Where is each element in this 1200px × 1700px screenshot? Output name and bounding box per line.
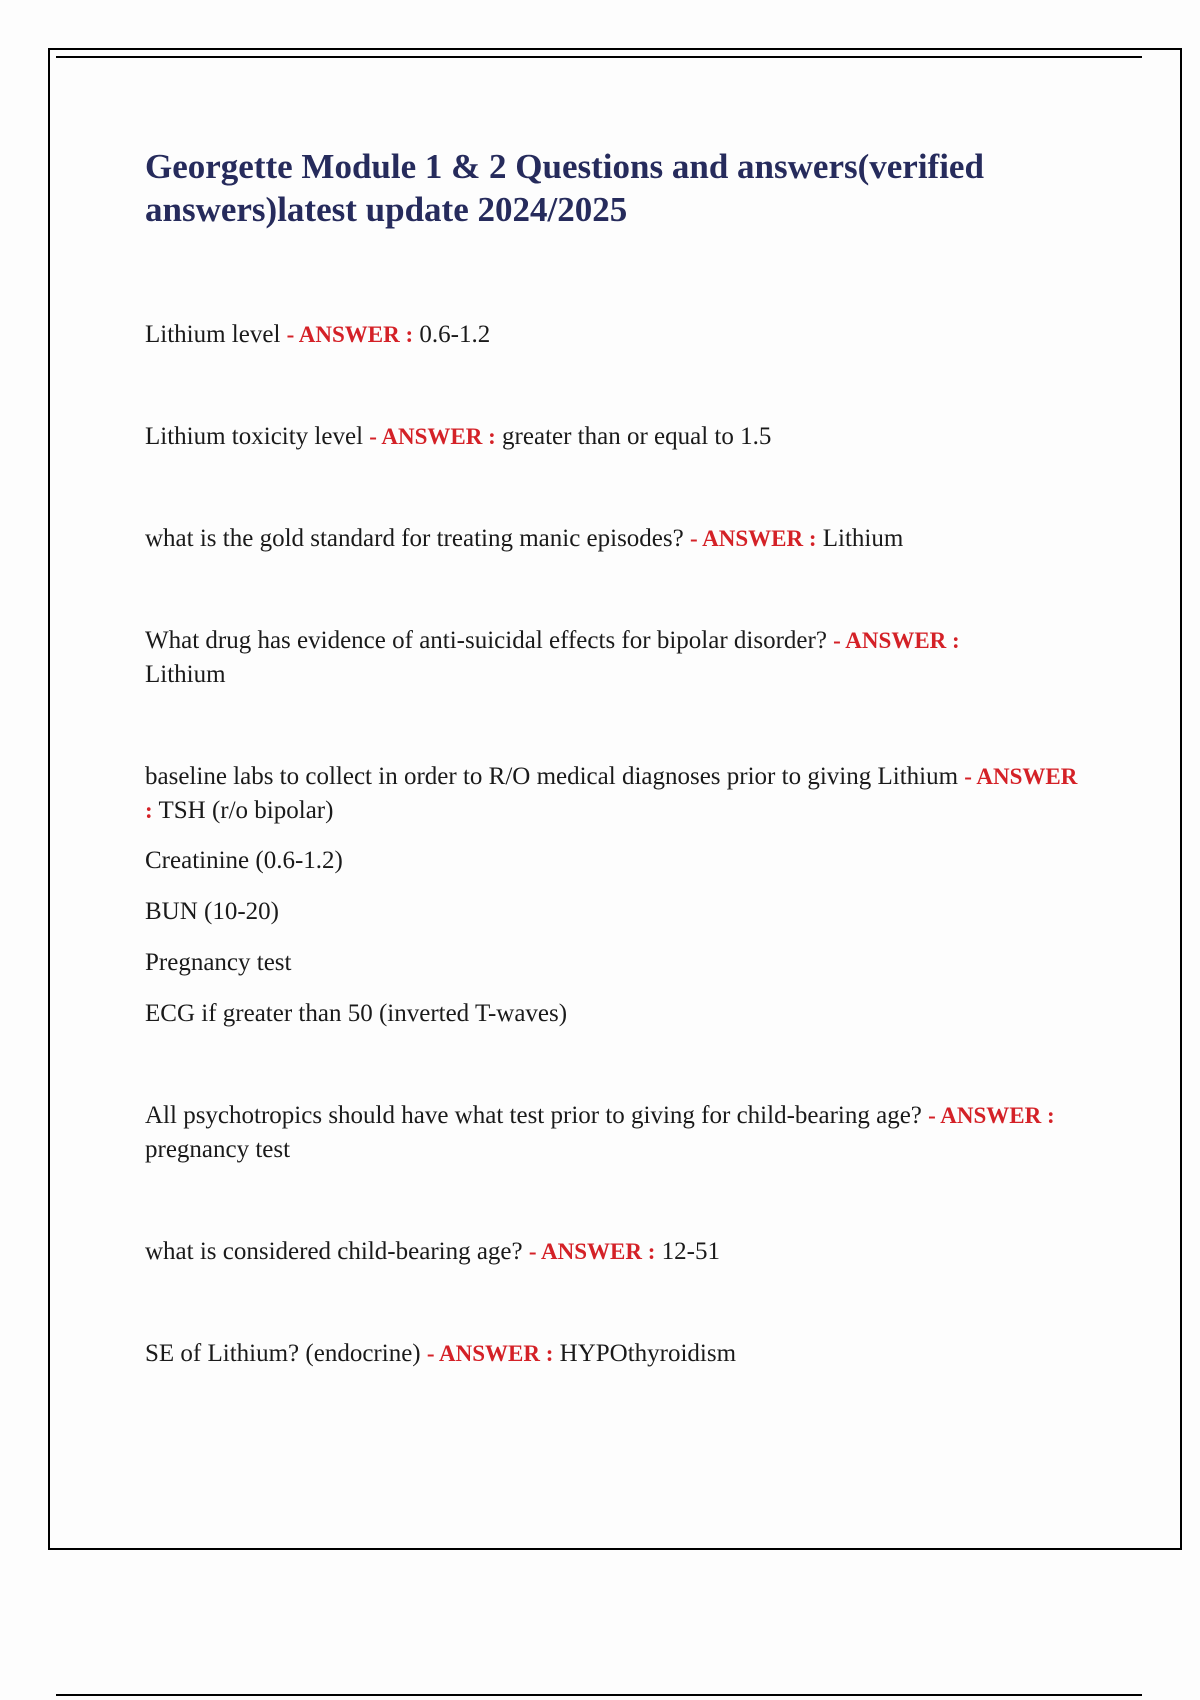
qa-item-lithium-level: [145, 318, 1085, 352]
baseline-lab-line: Creatinine (0.6-1.2): [145, 847, 343, 874]
answer-text: 12-51: [661, 1238, 720, 1265]
answer-marker: - ANSWER :: [369, 424, 496, 449]
document-content: [145, 145, 1085, 1371]
answer-text: TSH (r/o bipolar): [158, 797, 334, 824]
question-text: What drug has evidence of anti-suicidal effects for bipolar disorder?: [145, 627, 827, 654]
answer-text: Lithium: [145, 661, 226, 688]
answer-text: greater than or equal to 1.5: [502, 423, 772, 450]
answer-marker: - ANSWER :: [528, 1239, 656, 1264]
qa-item-se-lithium: [145, 1337, 1085, 1371]
answer-text: HYPOthyroidism: [559, 1340, 737, 1367]
top-rule: [56, 56, 1142, 58]
qa-item-anti-suicidal: [145, 624, 1085, 692]
question-text: what is considered child-bearing age?: [145, 1238, 523, 1265]
baseline-lab-line: ECG if greater than 50 (inverted T-waves): [145, 1000, 568, 1027]
baseline-lab-line: Pregnancy test: [145, 949, 292, 976]
qa-item-baseline-labs: [145, 760, 1085, 828]
answer-marker: - ANSWER :: [833, 628, 960, 653]
question-text: baseline labs to collect in order to R/O medical diagnoses prior to giving Lithium: [145, 763, 959, 790]
answer-marker: - ANSWER :: [426, 1341, 554, 1366]
question-text: All psychotropics should have what test prior to giving for child-bearing age?: [145, 1102, 922, 1129]
document-title: Georgette Module 1 & 2 Questions and answers(verified answers)latest update 2024/2025: [145, 147, 984, 229]
answer-marker: - ANSWER :: [928, 1103, 1055, 1128]
answer-marker: - ANSWER :: [689, 526, 817, 551]
answer-text: pregnancy test: [145, 1136, 291, 1163]
question-text: Lithium level: [145, 321, 281, 348]
answer-text: Lithium: [822, 525, 904, 552]
qa-item-child-bearing-age: [145, 1235, 1085, 1269]
baseline-lab-line: BUN (10-20): [145, 898, 280, 925]
answer-text: 0.6-1.2: [419, 321, 491, 348]
question-text: SE of Lithium? (endocrine): [145, 1340, 421, 1367]
question-text: Lithium toxicity level: [145, 423, 364, 450]
answer-marker: - ANSWER :: [145, 764, 1078, 823]
answer-marker: - ANSWER :: [286, 322, 414, 347]
qa-item-psychotropics-test: [145, 1099, 1085, 1167]
qa-item-toxicity-level: [145, 420, 1085, 454]
bottom-rule: [56, 1694, 1142, 1696]
question-text: what is the gold standard for treating manic episodes?: [145, 525, 684, 552]
qa-item-gold-standard: [145, 522, 1085, 556]
